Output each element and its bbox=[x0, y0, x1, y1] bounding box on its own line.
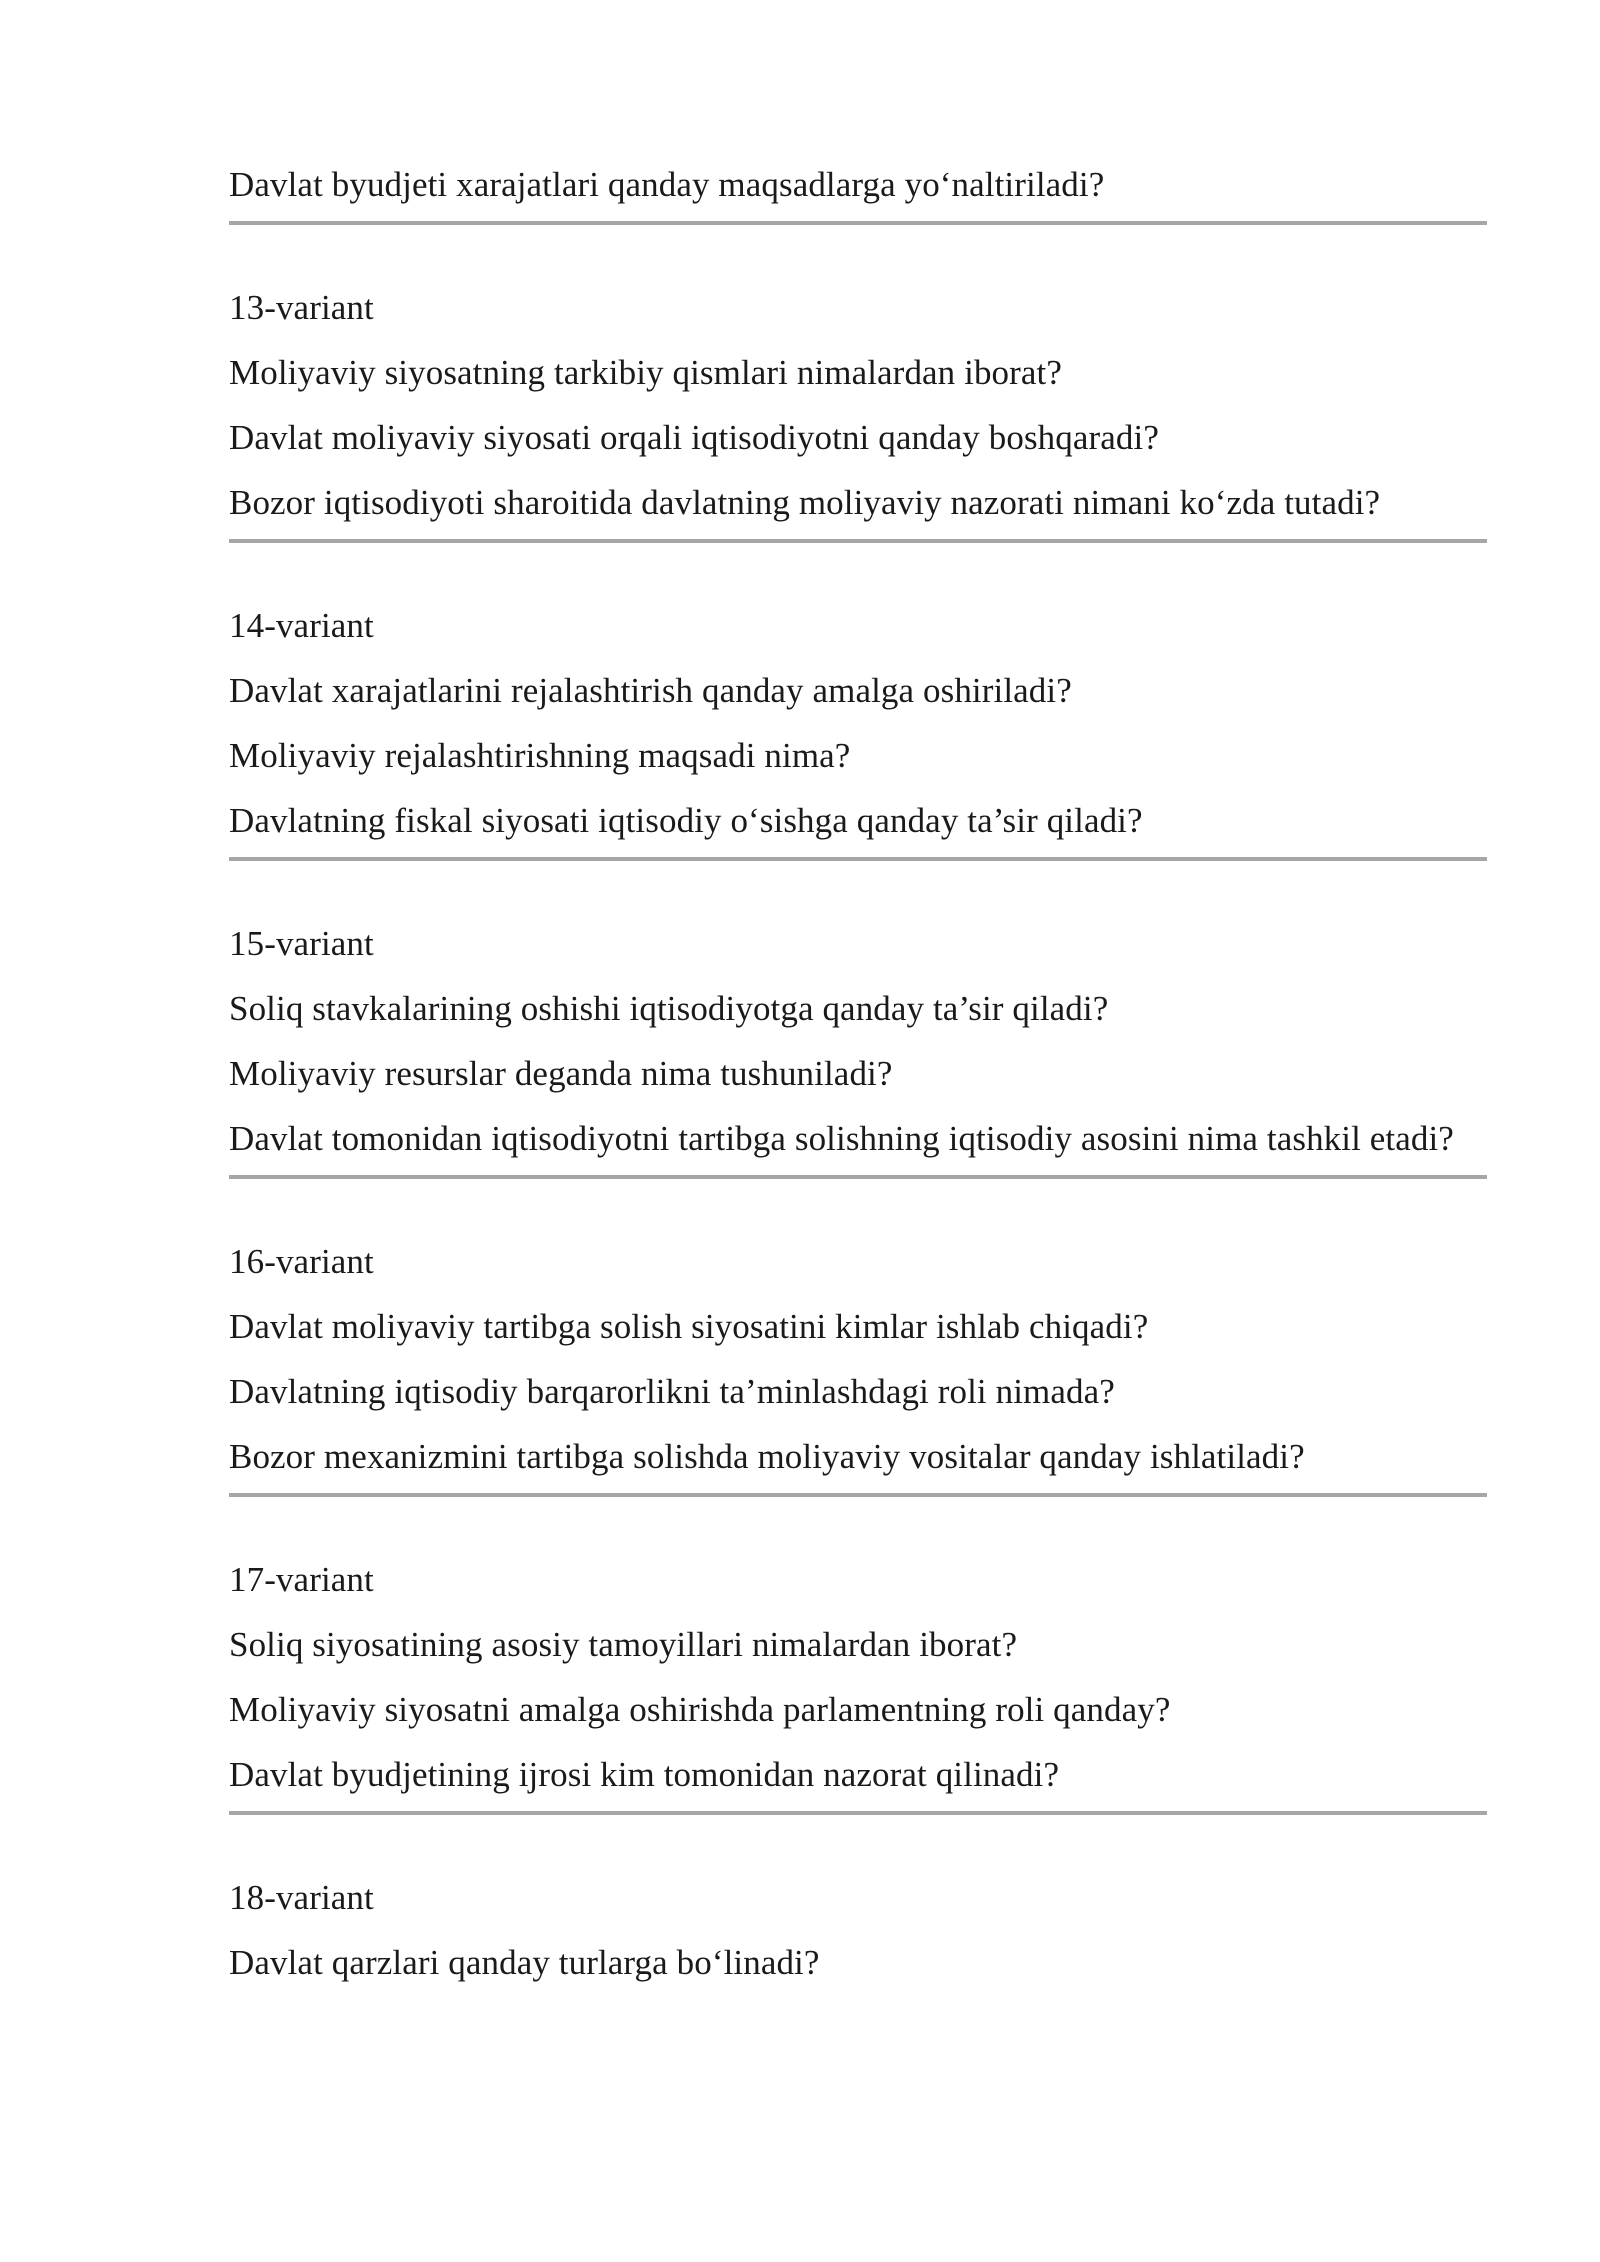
question-line: Davlat moliyaviy siyosati orqali iqtisodiyotni qanday boshqaradi? bbox=[229, 418, 1159, 457]
variant-title: 18-variant bbox=[229, 1878, 374, 1917]
variant-14-section bbox=[229, 593, 1487, 861]
question-line: Davlat qarzlari qanday turlarga bo‘linadi? bbox=[229, 1943, 820, 1982]
question-line: Davlat tomonidan iqtisodiyotni tartibga solishning iqtisodiy asosini nima tashkil etadi? bbox=[229, 1119, 1454, 1158]
question-line: Moliyaviy resurslar deganda nima tushuniladi? bbox=[229, 1054, 893, 1093]
question-line: Bozor iqtisodiyoti sharoitida davlatning moliyaviy nazorati nimani ko‘zda tutadi? bbox=[229, 483, 1381, 522]
variant-title: 17-variant bbox=[229, 1560, 374, 1599]
section-divider bbox=[229, 539, 1487, 543]
variant-title: 13-variant bbox=[229, 288, 374, 327]
section-divider bbox=[229, 1175, 1487, 1179]
question-line: Moliyaviy siyosatni amalga oshirishda parlamentning roli qanday? bbox=[229, 1690, 1171, 1729]
question-line: Bozor mexanizmini tartibga solishda moliyaviy vositalar qanday ishlatiladi? bbox=[229, 1437, 1305, 1476]
question-line: Davlat byudjetining ijrosi kim tomonidan nazorat qilinadi? bbox=[229, 1755, 1060, 1794]
question-line: Moliyaviy rejalashtirishning maqsadi nima? bbox=[229, 736, 851, 775]
question-line: Moliyaviy siyosatning tarkibiy qismlari nimalardan iborat? bbox=[229, 353, 1062, 392]
section-divider bbox=[229, 1493, 1487, 1497]
question-line: Soliq stavkalarining oshishi iqtisodiyotga qanday ta’sir qiladi? bbox=[229, 989, 1109, 1028]
variant-16-section bbox=[229, 1229, 1487, 1497]
question-line: Soliq siyosatining asosiy tamoyillari nimalardan iborat? bbox=[229, 1625, 1018, 1664]
section-divider bbox=[229, 857, 1487, 861]
section-divider bbox=[229, 221, 1487, 225]
document-page bbox=[229, 152, 1487, 1995]
variant-13-section bbox=[229, 275, 1487, 543]
question-line: Davlat byudjeti xarajatlari qanday maqsadlarga yo‘naltiriladi? bbox=[229, 165, 1105, 204]
variant-title: 15-variant bbox=[229, 924, 374, 963]
question-line: Davlat moliyaviy tartibga solish siyosatini kimlar ishlab chiqadi? bbox=[229, 1307, 1149, 1346]
question-line: Davlat xarajatlarini rejalashtirish qanday amalga oshiriladi? bbox=[229, 671, 1072, 710]
variant-title: 16-variant bbox=[229, 1242, 374, 1281]
section-divider bbox=[229, 1811, 1487, 1815]
variant-15-section bbox=[229, 911, 1487, 1179]
question-line: Davlatning fiskal siyosati iqtisodiy o‘sishga qanday ta’sir qiladi? bbox=[229, 801, 1143, 840]
question-line: Davlatning iqtisodiy barqarorlikni ta’minlashdagi roli nimada? bbox=[229, 1372, 1115, 1411]
intro-section bbox=[229, 152, 1487, 225]
variant-18-section bbox=[229, 1865, 1487, 1995]
variant-17-section bbox=[229, 1547, 1487, 1815]
variant-title: 14-variant bbox=[229, 606, 374, 645]
